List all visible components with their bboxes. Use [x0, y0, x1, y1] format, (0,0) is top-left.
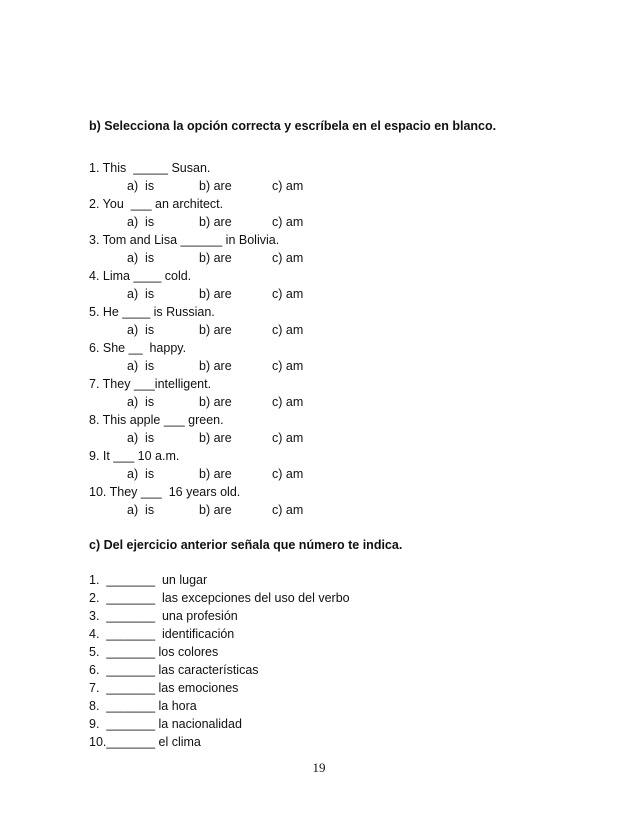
- option-c: c) am: [272, 359, 304, 373]
- option-b: b) are: [199, 251, 232, 265]
- option-a: a) is: [127, 215, 155, 229]
- list-item: 6. _______ las características: [89, 663, 259, 677]
- option-c: c) am: [272, 323, 304, 337]
- list-item: 8. _______ la hora: [89, 699, 197, 713]
- option-a: a) is: [127, 503, 155, 517]
- question-text: 10. They ___ 16 years old.: [89, 485, 241, 499]
- option-c: c) am: [272, 179, 304, 193]
- option-b: b) are: [199, 431, 232, 445]
- question-text: 2. You ___ an architect.: [89, 197, 224, 211]
- question-text: 3. Tom and Lisa ______ in Bolivia.: [89, 233, 280, 247]
- option-b: b) are: [199, 179, 232, 193]
- option-c: c) am: [272, 251, 304, 265]
- question-text: 4. Lima ____ cold.: [89, 269, 192, 283]
- question-text: 7. They ___intelligent.: [89, 377, 212, 391]
- option-b: b) are: [199, 323, 232, 337]
- list-item: 4. _______ identificación: [89, 627, 235, 641]
- option-c: c) am: [272, 503, 304, 517]
- option-a: a) is: [127, 431, 155, 445]
- question-text: 8. This apple ___ green.: [89, 413, 224, 427]
- question-text: 5. He ____ is Russian.: [89, 305, 215, 319]
- option-c: c) am: [272, 215, 304, 229]
- list-item: 5. _______ los colores: [89, 645, 219, 659]
- list-item: 9. _______ la nacionalidad: [89, 717, 242, 731]
- option-a: a) is: [127, 467, 155, 481]
- option-a: a) is: [127, 359, 155, 373]
- list-item: 1. _______ un lugar: [89, 573, 208, 587]
- option-b: b) are: [199, 359, 232, 373]
- option-b: b) are: [199, 467, 232, 481]
- list-item: 3. _______ una profesión: [89, 609, 238, 623]
- option-a: a) is: [127, 323, 155, 337]
- question-text: 1. This _____ Susan.: [89, 161, 211, 175]
- section-b-heading: b) Selecciona la opción correcta y escríbela en el espacio en blanco.: [89, 119, 497, 133]
- option-b: b) are: [199, 215, 232, 229]
- option-a: a) is: [127, 251, 155, 265]
- option-c: c) am: [272, 287, 304, 301]
- question-text: 6. She __ happy.: [89, 341, 187, 355]
- option-a: a) is: [127, 287, 155, 301]
- option-b: b) are: [199, 503, 232, 517]
- question-text: 9. It ___ 10 a.m.: [89, 449, 180, 463]
- section-c-heading: c) Del ejercicio anterior señala que número te indica.: [89, 538, 403, 552]
- list-item: 2. _______ las excepciones del uso del verbo: [89, 591, 350, 605]
- option-b: b) are: [199, 287, 232, 301]
- page-number: 19: [312, 760, 326, 775]
- list-item: 7. _______ las emociones: [89, 681, 239, 695]
- option-a: a) is: [127, 179, 155, 193]
- option-c: c) am: [272, 467, 304, 481]
- option-c: c) am: [272, 431, 304, 445]
- list-item: 10._______ el clima: [89, 735, 201, 749]
- option-c: c) am: [272, 395, 304, 409]
- option-b: b) are: [199, 395, 232, 409]
- option-a: a) is: [127, 395, 155, 409]
